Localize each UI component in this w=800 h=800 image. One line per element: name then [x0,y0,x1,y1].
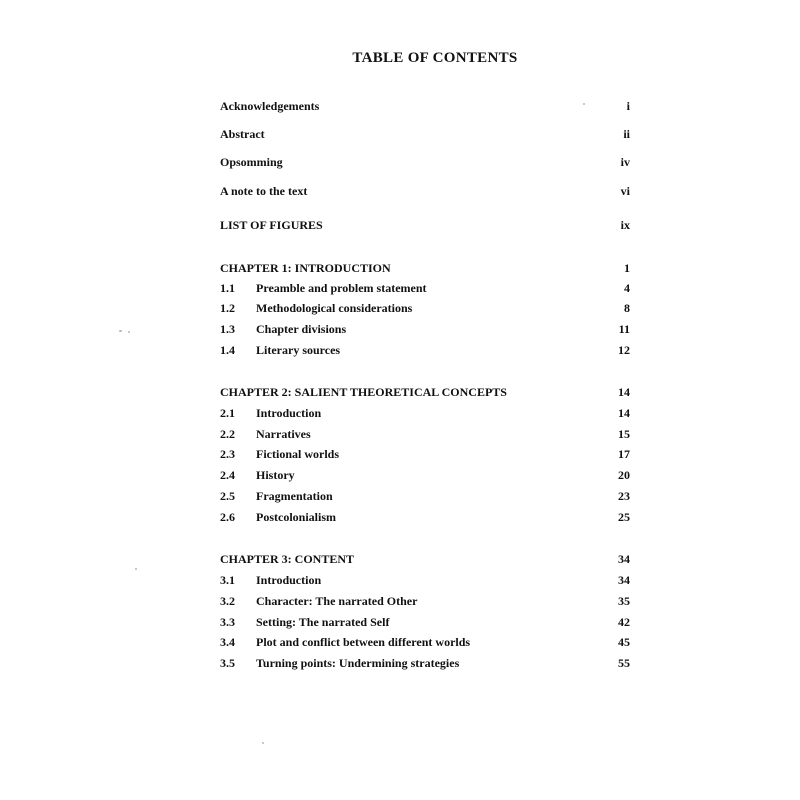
entry-page: 1 [624,261,630,275]
section-entry [220,321,630,337]
entry-page: ix [620,218,630,232]
section-label: Methodological considerations [256,301,413,315]
entry-page: 20 [618,468,630,482]
chapter-heading-2 [220,384,630,400]
section-entry [220,342,630,358]
section-label: Setting: The narrated Self [256,615,390,629]
entry-page: i [626,99,630,113]
section-entry [220,593,630,609]
entry-page: 25 [618,510,630,524]
entry-page: 8 [624,301,630,315]
section-number: 3.1 [220,573,235,587]
section-number: 2.2 [220,427,235,441]
section-number: 1.2 [220,301,235,315]
entry-label: A note to the text [220,184,308,198]
section-entry [220,405,630,421]
section-entry [220,634,630,650]
scan-speck [583,103,585,105]
entry-page: 4 [624,281,630,295]
entry-page: 15 [618,427,630,441]
scan-speck [262,742,264,744]
section-entry [220,614,630,630]
section-number: 2.4 [220,468,235,482]
section-label: Turning points: Undermining strategies [256,656,460,670]
entry-page: iv [620,155,630,169]
entry-page: ii [623,127,630,141]
section-entry [220,509,630,525]
section-entry [220,655,630,671]
section-entry [220,467,630,483]
entry-label: Acknowledgements [220,99,320,113]
section-label: Preamble and problem statement [256,281,427,295]
entry-page: 12 [618,343,630,357]
chapter-heading-3 [220,551,630,567]
section-number: 3.4 [220,635,235,649]
entry-page: 17 [618,447,630,461]
toc-entry-abstract [220,126,630,142]
scan-speck [119,330,122,332]
section-number: 3.3 [220,615,235,629]
toc-entry-note [220,183,630,199]
section-label: Fictional worlds [256,447,339,461]
section-entry [220,488,630,504]
section-label: Literary sources [256,343,341,357]
entry-label: Opsomming [220,155,283,169]
entry-page: 34 [618,573,630,587]
section-number: 2.5 [220,489,235,503]
section-entry [220,426,630,442]
section-label: Fragmentation [256,489,333,503]
entry-label: Abstract [220,127,265,141]
entry-page: 14 [618,385,630,399]
section-label: Plot and conflict between different worlds [256,635,471,649]
section-entry [220,300,630,316]
chapter-title: CHAPTER 1: INTRODUCTION [220,261,391,275]
entry-page: 45 [618,635,630,649]
section-label: Character: The narrated Other [256,594,418,608]
page-title: TABLE OF CONTENTS [352,50,518,66]
section-label: Chapter divisions [256,322,347,336]
section-number: 3.5 [220,656,235,670]
section-label: History [256,468,295,482]
toc-entry-list-of-figures [220,217,630,233]
chapter-heading-1 [220,260,630,276]
entry-page: 42 [618,615,630,629]
entry-page: 34 [618,552,630,566]
toc-entry-opsomming [220,154,630,170]
entry-page: 35 [618,594,630,608]
entry-label: LIST OF FIGURES [220,218,323,232]
entry-page: 11 [618,322,630,336]
section-number: 1.3 [220,322,235,336]
section-label: Introduction [256,406,322,420]
section-number: 1.4 [220,343,235,357]
section-number: 2.1 [220,406,235,420]
section-label: Introduction [256,573,322,587]
toc-entry-acknowledgements [220,98,630,114]
entry-page: 14 [618,406,630,420]
section-label: Postcolonialism [256,510,336,524]
section-number: 2.6 [220,510,235,524]
section-number: 2.3 [220,447,235,461]
scan-speck [128,331,130,333]
entry-page: 55 [618,656,630,670]
section-entry [220,572,630,588]
section-entry [220,280,630,296]
entry-page: 23 [618,489,630,503]
chapter-title: CHAPTER 3: CONTENT [220,552,355,566]
entry-page: vi [620,184,630,198]
section-label: Narratives [256,427,311,441]
section-number: 3.2 [220,594,235,608]
section-entry [220,446,630,462]
section-number: 1.1 [220,281,235,295]
scan-speck [135,568,137,570]
chapter-title: CHAPTER 2: SALIENT THEORETICAL CONCEPTS [220,385,507,399]
